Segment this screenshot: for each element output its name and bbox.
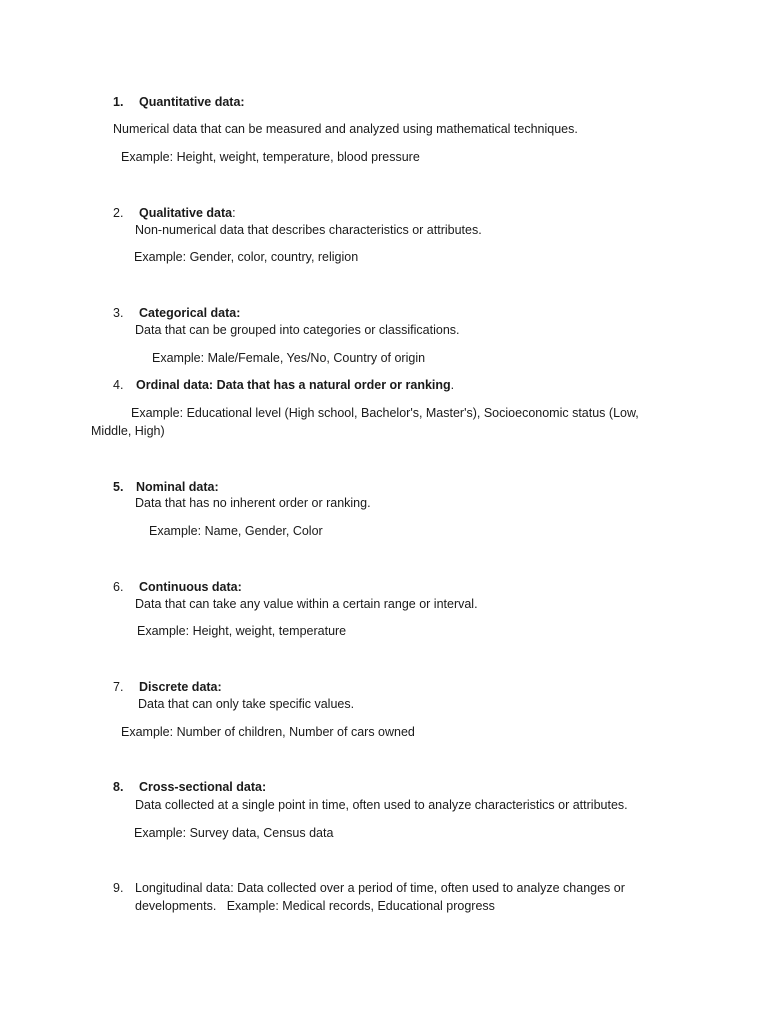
item-6-description: Data that can take any value within a certain range or interval.: [135, 597, 478, 611]
item-5-heading: [113, 479, 219, 495]
item-5-description: Data that has no inherent order or ranking.: [135, 496, 371, 510]
item-3-heading: [113, 305, 240, 321]
item-2-title-suffix: :: [232, 206, 236, 220]
item-7-title: Discrete data:: [139, 680, 222, 694]
item-3-example: Example: Male/Female, Yes/No, Country of origin: [152, 351, 426, 365]
item-4-example-line-1: Example: Educational level (High school, Bachelor's, Master's), Socioeconomic status (Low,: [131, 406, 639, 420]
item-4-title-suffix: .: [450, 378, 455, 392]
item-8-number: 8.: [113, 780, 124, 794]
item-2-number: 2.: [113, 206, 124, 220]
item-7-example: Example: Number of children, Number of cars owned: [121, 725, 415, 739]
item-4-heading: [113, 377, 454, 393]
item-9-line-2: developments. Example: Medical records, Educational progress: [135, 899, 495, 913]
item-5-title: Nominal data:: [136, 480, 219, 494]
item-7-number: 7.: [113, 680, 124, 694]
item-3-title: Categorical data:: [139, 306, 241, 320]
item-8-description: Data collected at a single point in time, often used to analyze characteristics or attributes.: [135, 798, 628, 812]
item-6-heading: [113, 579, 242, 595]
item-3-number: 3.: [113, 306, 124, 320]
item-1-title: Quantitative data:: [139, 95, 245, 109]
item-1-example: Example: Height, weight, temperature, blood pressure: [121, 150, 420, 164]
item-9-line-1: Longitudinal data: Data collected over a period of time, often used to analyze changes or: [135, 881, 625, 895]
item-2-example: Example: Gender, color, country, religion: [134, 250, 359, 264]
item-6-title: Continuous data:: [139, 580, 242, 594]
item-1-number: 1.: [113, 95, 124, 109]
item-3-description: Data that can be grouped into categories or classifications.: [135, 323, 460, 337]
item-4-number: 4.: [113, 378, 124, 392]
item-4-example-line-2: Middle, High): [91, 424, 165, 438]
item-6-example: Example: Height, weight, temperature: [137, 624, 347, 638]
item-5-number: 5.: [113, 480, 124, 494]
item-9-number: 9.: [113, 881, 124, 895]
item-2-description: Non-numerical data that describes characteristics or attributes.: [135, 223, 482, 237]
item-8-example: Example: Survey data, Census data: [134, 826, 334, 840]
item-2-title: Qualitative data: [139, 206, 233, 220]
item-1-heading: [113, 94, 245, 110]
item-7-description: Data that can only take specific values.: [138, 697, 355, 711]
item-8-title: Cross-sectional data:: [139, 780, 267, 794]
item-1-description: Numerical data that can be measured and analyzed using mathematical techniques.: [113, 122, 578, 136]
item-4-title: Ordinal data: Data that has a natural order or ranking: [136, 378, 451, 392]
item-5-example: Example: Name, Gender, Color: [149, 524, 323, 538]
item-2-heading: [113, 205, 236, 221]
item-9-heading: [113, 880, 625, 896]
item-7-heading: [113, 679, 222, 695]
item-6-number: 6.: [113, 580, 124, 594]
item-8-heading: [113, 779, 266, 795]
